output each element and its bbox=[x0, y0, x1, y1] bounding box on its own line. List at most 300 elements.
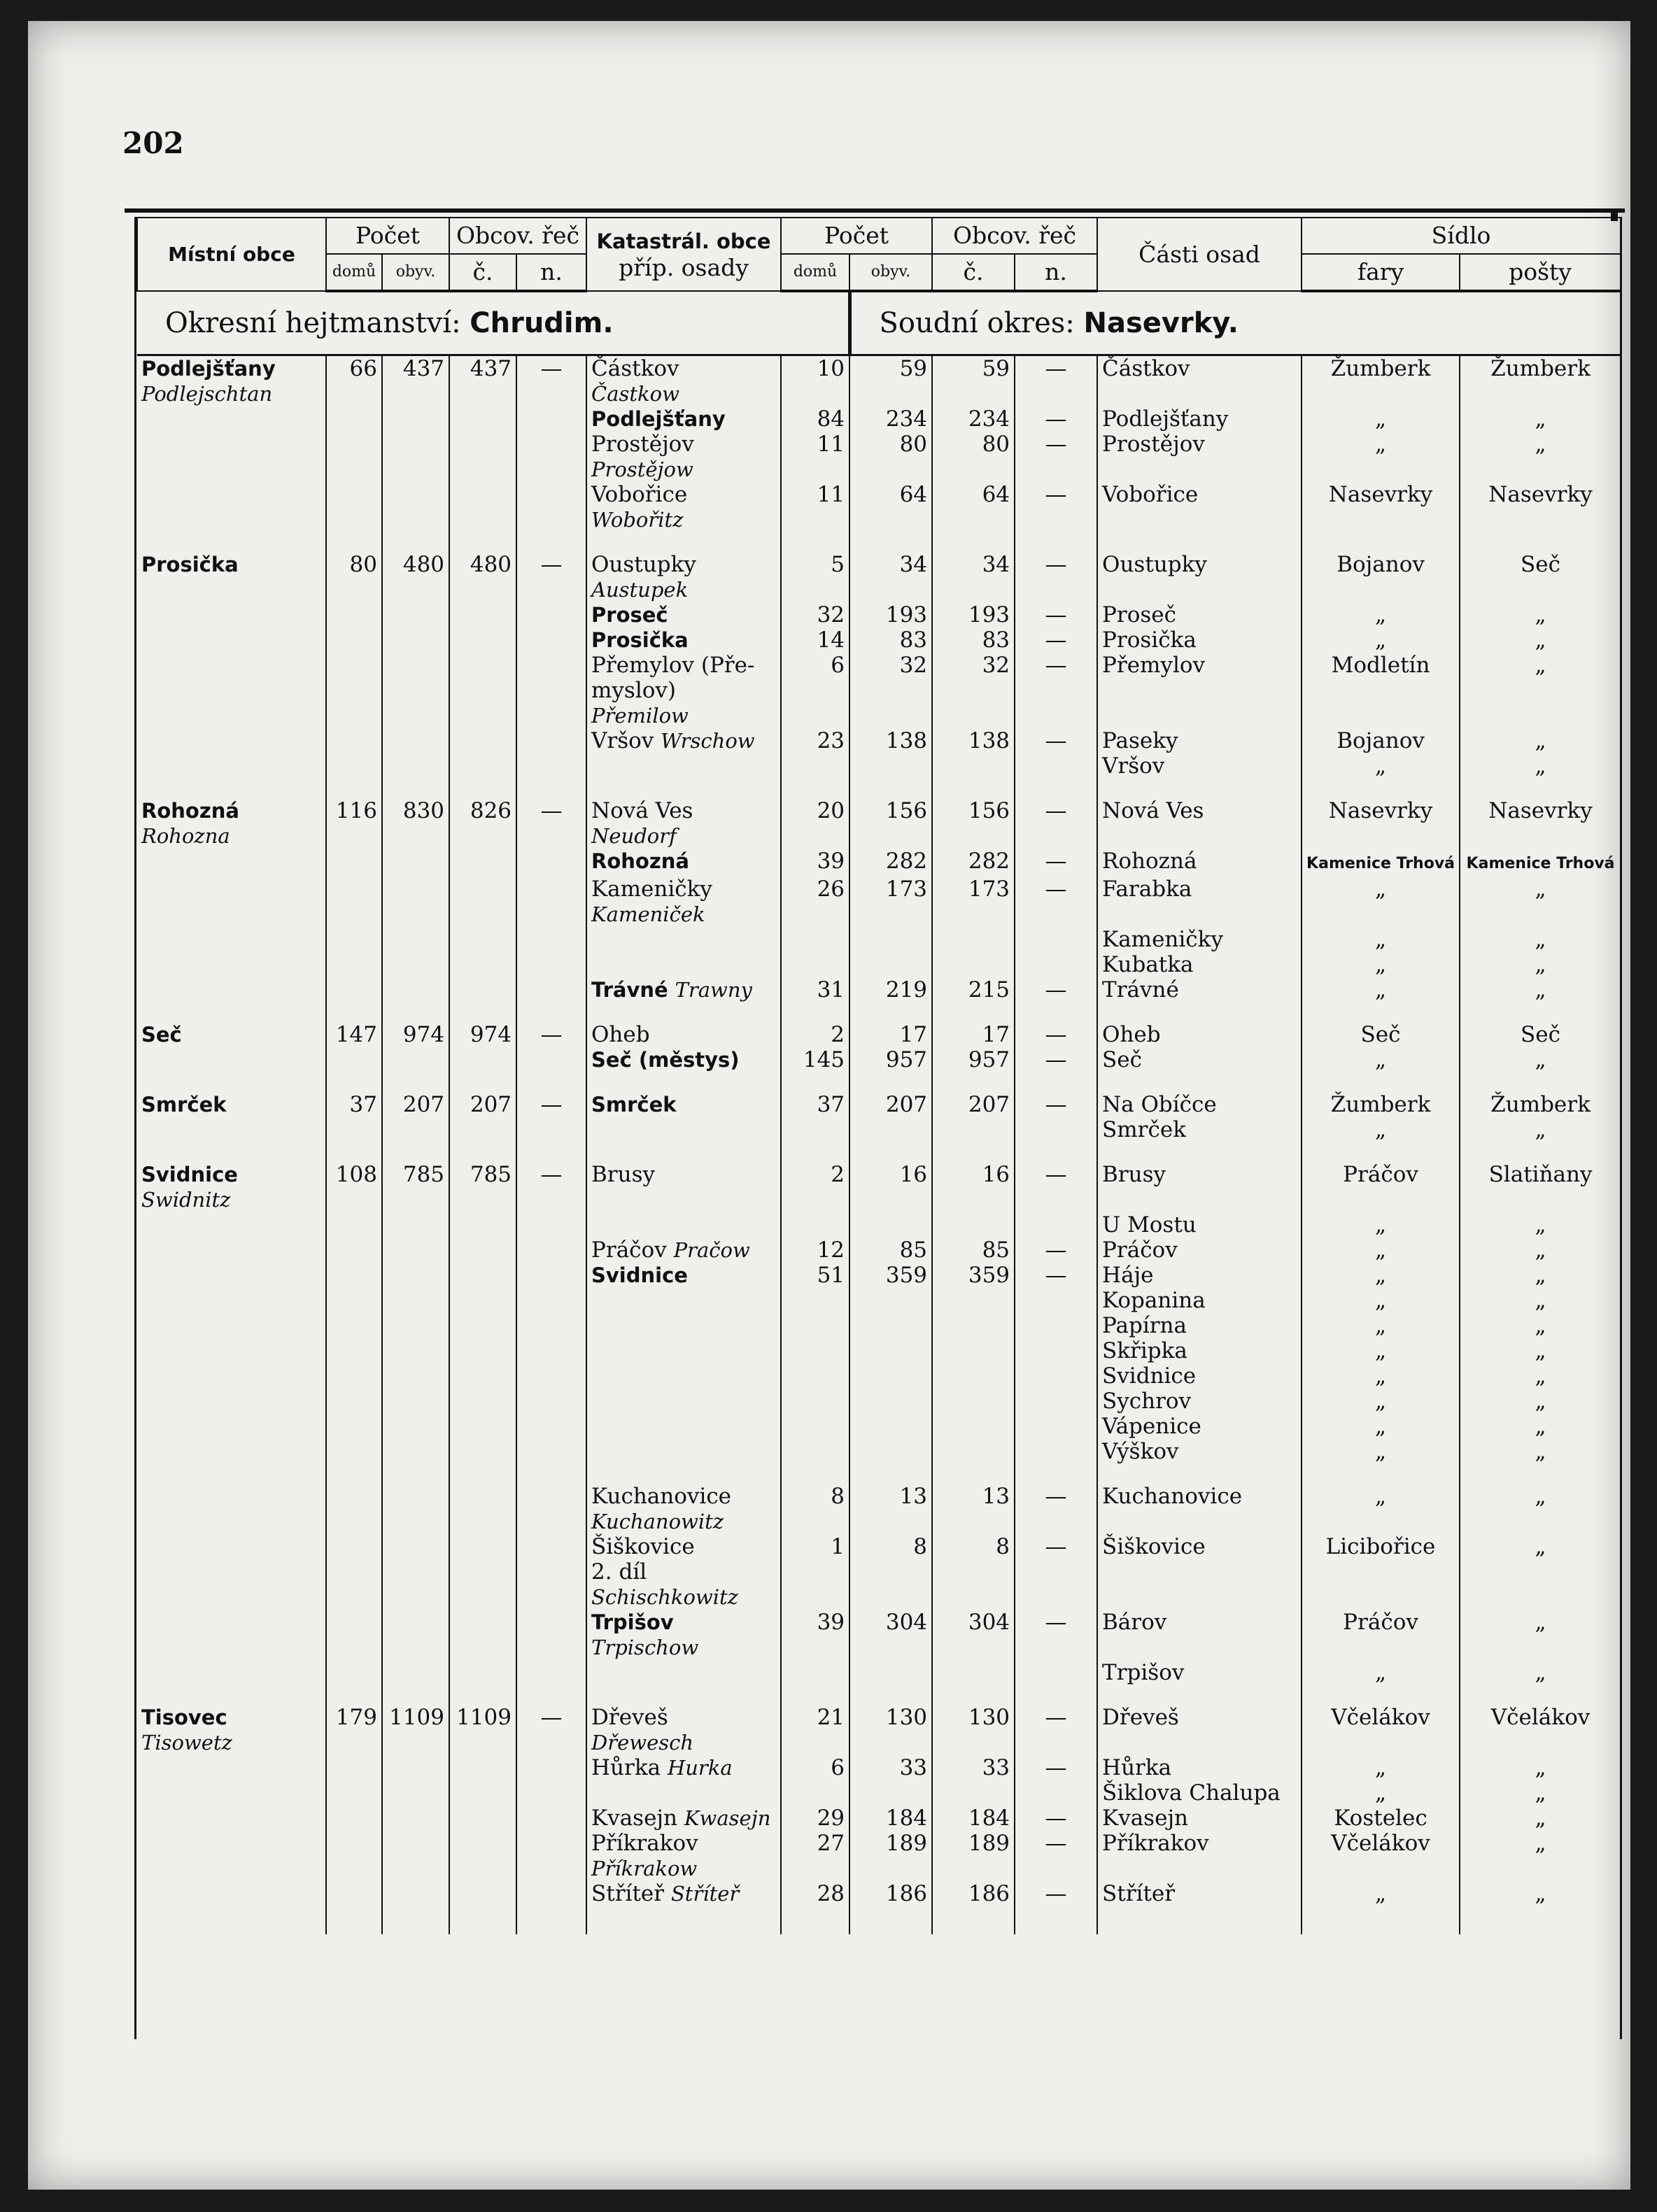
sidlo-posta: „ bbox=[1535, 1238, 1546, 1263]
cell-n bbox=[516, 1780, 586, 1806]
kat-domu-value: 6 bbox=[831, 653, 845, 678]
cast-osady: Trávné bbox=[1102, 977, 1179, 1002]
cell-kat-obyv bbox=[849, 849, 932, 877]
cell-kat-obyv bbox=[849, 628, 932, 653]
sidlo-posta: Včelákov bbox=[1490, 1705, 1591, 1730]
sidlo-posta: „ bbox=[1535, 952, 1546, 977]
table-row bbox=[137, 1338, 1621, 1363]
cell-n bbox=[516, 977, 586, 1002]
sidlo-posta: „ bbox=[1535, 1660, 1546, 1685]
obyv-value: 480 bbox=[402, 552, 445, 577]
kat-obyv-value: 33 bbox=[899, 1755, 928, 1780]
cell-katastr bbox=[586, 753, 781, 779]
cell-domu bbox=[326, 1464, 382, 1534]
kat-domu-value: 21 bbox=[817, 1705, 845, 1730]
cell-katastr bbox=[586, 849, 781, 877]
cell-kat-c bbox=[932, 1881, 1015, 1906]
cell-fara bbox=[1302, 653, 1460, 728]
katastr-german-name: Pračow bbox=[673, 1238, 750, 1262]
col-obcov-rec: Obcov. řeč bbox=[449, 218, 586, 254]
cell-kat-c bbox=[932, 1288, 1015, 1313]
obyv-value: 830 bbox=[402, 798, 445, 823]
cell-fara bbox=[1302, 1142, 1460, 1212]
sidlo-fara: „ bbox=[1375, 1047, 1387, 1072]
katastr-german-name: Trpischow bbox=[591, 1636, 699, 1659]
domu-value: 116 bbox=[335, 798, 377, 823]
cell-posta bbox=[1460, 1414, 1621, 1439]
kat-domu-value: 31 bbox=[817, 977, 845, 1002]
statistics-table-frame bbox=[134, 217, 1622, 2039]
katastr-name: Prostějov bbox=[591, 432, 694, 457]
cell-cast bbox=[1097, 1806, 1302, 1831]
cell-katastr bbox=[586, 1047, 781, 1072]
cell-kat-n bbox=[1015, 1142, 1097, 1212]
katastr-german-name: Kameniček bbox=[591, 902, 705, 926]
cell-kat-domu bbox=[781, 1755, 849, 1780]
obec-name: Prosička bbox=[141, 553, 239, 576]
cell-domu bbox=[326, 877, 382, 927]
kat-domu-value: 37 bbox=[817, 1092, 845, 1117]
table-row bbox=[137, 1685, 1621, 1755]
cell-obyv bbox=[382, 1047, 449, 1072]
cast-osady: Kameničky bbox=[1102, 927, 1223, 952]
cell-posta bbox=[1460, 653, 1621, 728]
kat-c-value: 173 bbox=[968, 877, 1010, 902]
sidlo-fara: „ bbox=[1375, 1414, 1387, 1439]
col-domu: domů bbox=[326, 254, 382, 291]
table-row bbox=[137, 355, 1621, 407]
cell-cast bbox=[1097, 1338, 1302, 1363]
katastr-name: Oheb bbox=[591, 1022, 650, 1047]
cell-kat-n bbox=[1015, 1047, 1097, 1072]
cell-n bbox=[516, 952, 586, 977]
cell-obyv bbox=[382, 1313, 449, 1338]
kat-n-value: — bbox=[1045, 1263, 1067, 1288]
kat-n-value: — bbox=[1045, 1881, 1067, 1906]
cell-kat-obyv bbox=[849, 1313, 932, 1338]
cell-kat-obyv bbox=[849, 1238, 932, 1263]
cell-domu bbox=[326, 602, 382, 628]
cell-posta bbox=[1460, 1002, 1621, 1047]
kat-c-value: 130 bbox=[968, 1705, 1010, 1730]
cast-osady: Výškov bbox=[1102, 1439, 1179, 1464]
cell-domu bbox=[326, 952, 382, 977]
cell-kat-obyv bbox=[849, 1142, 932, 1212]
col-c: č. bbox=[449, 254, 516, 291]
cell-katastr bbox=[586, 532, 781, 602]
kat-n-value: — bbox=[1045, 1831, 1067, 1856]
sidlo-posta: „ bbox=[1535, 1831, 1546, 1856]
cell-fara bbox=[1302, 1534, 1460, 1610]
sidlo-fara: „ bbox=[1375, 406, 1387, 432]
cell-n bbox=[516, 1806, 586, 1831]
obec-name: Svidnice bbox=[141, 1163, 238, 1186]
cell-n bbox=[516, 1288, 586, 1313]
cell-obec bbox=[137, 1338, 326, 1363]
cell-obyv bbox=[382, 1780, 449, 1806]
kat-c-value: 34 bbox=[982, 552, 1010, 577]
cell-kat-domu bbox=[781, 1389, 849, 1414]
cell-kat-c bbox=[932, 1660, 1015, 1685]
cell-n bbox=[516, 1263, 586, 1288]
cell-kat-domu bbox=[781, 432, 849, 482]
kat-c-value: 138 bbox=[968, 728, 1010, 753]
cell-kat-c bbox=[932, 1464, 1015, 1534]
katastr-german-name: Neudorf bbox=[591, 824, 677, 848]
cell-n bbox=[516, 728, 586, 753]
kat-c-value: 59 bbox=[982, 356, 1010, 381]
cell-n bbox=[516, 1464, 586, 1534]
cell-obyv bbox=[382, 1212, 449, 1238]
col-mistni-obce: Místní obce bbox=[137, 218, 326, 291]
cell-obec bbox=[137, 1660, 326, 1685]
kat-domu-value: 28 bbox=[817, 1881, 845, 1906]
cell-domu bbox=[326, 1881, 382, 1906]
cell-n bbox=[516, 653, 586, 728]
cell-c bbox=[449, 602, 516, 628]
cell-cast bbox=[1097, 927, 1302, 952]
kat-n-value: — bbox=[1045, 356, 1067, 381]
cell-kat-n bbox=[1015, 1780, 1097, 1806]
cell-fara bbox=[1302, 753, 1460, 779]
kat-domu-value: 1 bbox=[831, 1534, 845, 1559]
cell-c bbox=[449, 927, 516, 952]
cell-fara bbox=[1302, 1806, 1460, 1831]
cell-c bbox=[449, 1313, 516, 1338]
cell-katastr bbox=[586, 1002, 781, 1047]
cell-katastr bbox=[586, 1389, 781, 1414]
katastr-name: Přemylov (Pře- bbox=[591, 653, 755, 678]
cell-posta bbox=[1460, 1534, 1621, 1610]
sidlo-posta: „ bbox=[1535, 1414, 1546, 1439]
cell-obyv bbox=[382, 977, 449, 1002]
col-katastr-line2: příp. osady bbox=[619, 253, 749, 281]
cell-cast bbox=[1097, 1002, 1302, 1047]
cell-n bbox=[516, 406, 586, 432]
katastr-name: Šiškovice bbox=[591, 1534, 695, 1559]
sidlo-fara: „ bbox=[1375, 952, 1387, 977]
sidlo-posta: „ bbox=[1535, 1534, 1546, 1559]
katastr-german-name: Wrschow bbox=[661, 729, 755, 753]
spacer-cell bbox=[382, 1906, 449, 1934]
cell-cast bbox=[1097, 849, 1302, 877]
c-value: 437 bbox=[470, 356, 512, 381]
cell-kat-n bbox=[1015, 1072, 1097, 1117]
cell-obyv bbox=[382, 1414, 449, 1439]
cell-c bbox=[449, 1363, 516, 1389]
cell-obec bbox=[137, 1072, 326, 1117]
cast-osady: Svidnice bbox=[1102, 1363, 1197, 1389]
kat-n-value: — bbox=[1045, 877, 1067, 902]
cell-kat-domu bbox=[781, 1881, 849, 1906]
cell-kat-domu bbox=[781, 1047, 849, 1072]
cell-n bbox=[516, 1660, 586, 1685]
cell-obyv bbox=[382, 1806, 449, 1831]
cell-kat-c bbox=[932, 1780, 1015, 1806]
katastr-name: Kuchanovice bbox=[591, 1484, 732, 1509]
table-row bbox=[137, 1047, 1621, 1072]
katastr-name: Oustupky bbox=[591, 552, 696, 577]
cell-katastr bbox=[586, 1313, 781, 1338]
kat-c-value: 282 bbox=[968, 849, 1010, 874]
cell-domu bbox=[326, 728, 382, 753]
cell-kat-obyv bbox=[849, 1389, 932, 1414]
obec-name: Rohozná bbox=[141, 799, 239, 823]
cell-posta bbox=[1460, 1660, 1621, 1685]
cell-kat-n bbox=[1015, 1212, 1097, 1238]
court-cell bbox=[849, 291, 1621, 355]
cell-kat-n bbox=[1015, 1363, 1097, 1389]
cell-kat-c bbox=[932, 602, 1015, 628]
kat-obyv-value: 34 bbox=[899, 552, 928, 577]
cell-c bbox=[449, 1464, 516, 1534]
sidlo-posta: „ bbox=[1535, 1338, 1546, 1363]
cell-posta bbox=[1460, 1610, 1621, 1660]
cell-obyv bbox=[382, 779, 449, 849]
obec-german-name: Podlejschtan bbox=[141, 382, 273, 406]
kat-obyv-value: 189 bbox=[885, 1831, 928, 1856]
cell-cast bbox=[1097, 1660, 1302, 1685]
cell-posta bbox=[1460, 927, 1621, 952]
cell-kat-c bbox=[932, 877, 1015, 927]
cell-domu bbox=[326, 1117, 382, 1142]
katastr-name: Částkov bbox=[591, 356, 679, 381]
cell-fara bbox=[1302, 1238, 1460, 1263]
cell-kat-n bbox=[1015, 355, 1097, 407]
column-header-row-1 bbox=[137, 218, 1621, 254]
cell-obec bbox=[137, 1313, 326, 1338]
cell-n bbox=[516, 779, 586, 849]
cell-kat-domu bbox=[781, 1072, 849, 1117]
cell-kat-domu bbox=[781, 1142, 849, 1212]
cell-kat-obyv bbox=[849, 1439, 932, 1464]
cell-obec bbox=[137, 1534, 326, 1610]
cell-kat-obyv bbox=[849, 1685, 932, 1755]
table-row bbox=[137, 753, 1621, 779]
cell-obec bbox=[137, 1806, 326, 1831]
katastr-name: Podlejšťany bbox=[591, 407, 726, 431]
cell-obec bbox=[137, 1464, 326, 1534]
kat-obyv-value: 83 bbox=[899, 628, 928, 653]
katastr-german-name: Příkrakow bbox=[591, 1857, 698, 1880]
cell-kat-c bbox=[932, 532, 1015, 602]
cell-posta bbox=[1460, 1389, 1621, 1414]
cell-fara bbox=[1302, 1363, 1460, 1389]
table-row bbox=[137, 602, 1621, 628]
katastr-name: Trávné bbox=[591, 978, 668, 1002]
cell-posta bbox=[1460, 1117, 1621, 1142]
table-row bbox=[137, 1212, 1621, 1238]
cell-c bbox=[449, 1047, 516, 1072]
cell-kat-obyv bbox=[849, 532, 932, 602]
cell-kat-c bbox=[932, 1002, 1015, 1047]
cell-c bbox=[449, 653, 516, 728]
sidlo-posta: „ bbox=[1535, 628, 1546, 653]
table-row bbox=[137, 1780, 1621, 1806]
cell-posta bbox=[1460, 1831, 1621, 1881]
kat-c-value: 80 bbox=[982, 432, 1010, 457]
cast-osady: Rohozná bbox=[1102, 849, 1197, 874]
kat-obyv-value: 219 bbox=[885, 977, 928, 1002]
cell-kat-domu bbox=[781, 1338, 849, 1363]
cell-kat-domu bbox=[781, 1685, 849, 1755]
cell-c bbox=[449, 532, 516, 602]
sidlo-fara: „ bbox=[1375, 628, 1387, 653]
sidlo-posta: „ bbox=[1535, 977, 1546, 1002]
region-header bbox=[137, 291, 1621, 355]
col-casti-osad: Části osad bbox=[1097, 218, 1302, 291]
table-row bbox=[137, 653, 1621, 728]
cell-kat-n bbox=[1015, 977, 1097, 1002]
sidlo-posta: „ bbox=[1535, 1313, 1546, 1338]
cell-obec bbox=[137, 1142, 326, 1212]
cell-obyv bbox=[382, 1464, 449, 1534]
cell-cast bbox=[1097, 1313, 1302, 1338]
cell-obyv bbox=[382, 728, 449, 753]
table-row bbox=[137, 1288, 1621, 1313]
sidlo-posta: „ bbox=[1535, 1263, 1546, 1288]
spacer-cell bbox=[1097, 1906, 1302, 1934]
sidlo-posta: Slatiňany bbox=[1488, 1162, 1593, 1187]
cell-obyv bbox=[382, 1363, 449, 1389]
n-value: — bbox=[540, 798, 563, 823]
cast-osady: Šiklova Chalupa bbox=[1102, 1780, 1281, 1806]
sidlo-posta: „ bbox=[1535, 432, 1546, 457]
cell-posta bbox=[1460, 432, 1621, 482]
cell-cast bbox=[1097, 532, 1302, 602]
cell-obyv bbox=[382, 877, 449, 927]
kat-c-value: 234 bbox=[968, 406, 1010, 432]
cell-katastr bbox=[586, 1464, 781, 1534]
top-rule bbox=[125, 208, 1625, 213]
cell-kat-domu bbox=[781, 1660, 849, 1685]
cell-katastr bbox=[586, 1238, 781, 1263]
sidlo-posta: „ bbox=[1535, 1363, 1546, 1389]
col-domu-2: domů bbox=[781, 254, 849, 291]
cell-obyv bbox=[382, 532, 449, 602]
kat-n-value: — bbox=[1045, 1806, 1067, 1831]
sidlo-fara: Včelákov bbox=[1331, 1705, 1430, 1730]
cell-kat-obyv bbox=[849, 1534, 932, 1610]
cell-obec bbox=[137, 952, 326, 977]
sidlo-fara: „ bbox=[1375, 1755, 1387, 1780]
cell-obyv bbox=[382, 1238, 449, 1263]
spacer-cell bbox=[1015, 1906, 1097, 1934]
cell-cast bbox=[1097, 602, 1302, 628]
cell-kat-n bbox=[1015, 779, 1097, 849]
cell-kat-n bbox=[1015, 1831, 1097, 1881]
cell-c bbox=[449, 849, 516, 877]
cell-domu bbox=[326, 1660, 382, 1685]
obyv-value: 974 bbox=[402, 1022, 445, 1047]
table-row bbox=[137, 1755, 1621, 1780]
cell-kat-obyv bbox=[849, 1117, 932, 1142]
spacer-cell bbox=[449, 1906, 516, 1934]
cell-fara bbox=[1302, 1464, 1460, 1534]
table-row bbox=[137, 1313, 1621, 1338]
spacer-cell bbox=[1302, 1906, 1460, 1934]
cell-kat-domu bbox=[781, 877, 849, 927]
sidlo-fara: „ bbox=[1375, 877, 1387, 902]
katastr-name: Rohozná bbox=[591, 849, 689, 873]
kat-domu-value: 20 bbox=[817, 798, 845, 823]
kat-n-value: — bbox=[1045, 1162, 1067, 1187]
cell-kat-domu bbox=[781, 355, 849, 407]
cell-fara bbox=[1302, 1212, 1460, 1238]
cell-katastr bbox=[586, 927, 781, 952]
kat-obyv-value: 16 bbox=[899, 1162, 928, 1187]
cell-c bbox=[449, 1414, 516, 1439]
kat-domu-value: 2 bbox=[831, 1022, 845, 1047]
cell-katastr bbox=[586, 1212, 781, 1238]
cell-posta bbox=[1460, 1881, 1621, 1906]
kat-n-value: — bbox=[1045, 798, 1067, 823]
cell-katastr bbox=[586, 952, 781, 977]
cell-fara bbox=[1302, 849, 1460, 877]
cell-obec bbox=[137, 849, 326, 877]
court-label: Soudní okres: bbox=[879, 307, 1075, 339]
kat-domu-value: 5 bbox=[831, 552, 845, 577]
cell-kat-obyv bbox=[849, 432, 932, 482]
cell-fara bbox=[1302, 532, 1460, 602]
cell-obyv bbox=[382, 406, 449, 432]
sidlo-posta: „ bbox=[1535, 1439, 1546, 1464]
cell-katastr bbox=[586, 1072, 781, 1117]
cell-kat-obyv bbox=[849, 1263, 932, 1288]
cell-kat-domu bbox=[781, 952, 849, 977]
kat-obyv-value: 359 bbox=[885, 1263, 928, 1288]
cell-kat-domu bbox=[781, 1806, 849, 1831]
cell-domu bbox=[326, 628, 382, 653]
kat-c-value: 33 bbox=[982, 1755, 1010, 1780]
cast-osady: Papírna bbox=[1102, 1313, 1187, 1338]
cell-posta bbox=[1460, 1464, 1621, 1534]
cast-osady: Paseky bbox=[1102, 728, 1178, 753]
obec-name: Seč bbox=[141, 1023, 182, 1047]
kat-n-value: — bbox=[1045, 1534, 1067, 1559]
domu-value: 108 bbox=[335, 1162, 377, 1187]
kat-obyv-value: 8 bbox=[913, 1534, 928, 1559]
cast-osady: Kuchanovice bbox=[1102, 1484, 1243, 1509]
kat-c-value: 359 bbox=[968, 1263, 1010, 1288]
spacer-cell bbox=[781, 1906, 849, 1934]
cell-kat-n bbox=[1015, 1685, 1097, 1755]
cell-katastr bbox=[586, 406, 781, 432]
sidlo-fara: Kostelec bbox=[1334, 1806, 1427, 1831]
cell-n bbox=[516, 1610, 586, 1660]
kat-domu-value: 23 bbox=[817, 728, 845, 753]
sidlo-posta: „ bbox=[1535, 753, 1546, 779]
sidlo-posta: Seč bbox=[1521, 552, 1560, 577]
domu-value: 66 bbox=[349, 356, 377, 381]
cell-kat-c bbox=[932, 1263, 1015, 1288]
cast-osady: Skřipka bbox=[1102, 1338, 1187, 1363]
katastr-german-name: Wobořitz bbox=[591, 508, 684, 532]
kat-domu-value: 12 bbox=[817, 1238, 845, 1263]
cell-kat-c bbox=[932, 927, 1015, 952]
kat-n-value: — bbox=[1045, 1022, 1067, 1047]
cell-kat-n bbox=[1015, 482, 1097, 532]
spacer-cell bbox=[326, 1906, 382, 1934]
cell-c bbox=[449, 728, 516, 753]
n-value: — bbox=[540, 1705, 563, 1730]
cell-kat-n bbox=[1015, 1610, 1097, 1660]
cast-osady: Háje bbox=[1102, 1263, 1154, 1288]
cell-fara bbox=[1302, 1881, 1460, 1906]
cast-osady: Dřeveš bbox=[1102, 1705, 1179, 1730]
kat-obyv-value: 207 bbox=[885, 1092, 928, 1117]
cell-fara bbox=[1302, 1439, 1460, 1464]
